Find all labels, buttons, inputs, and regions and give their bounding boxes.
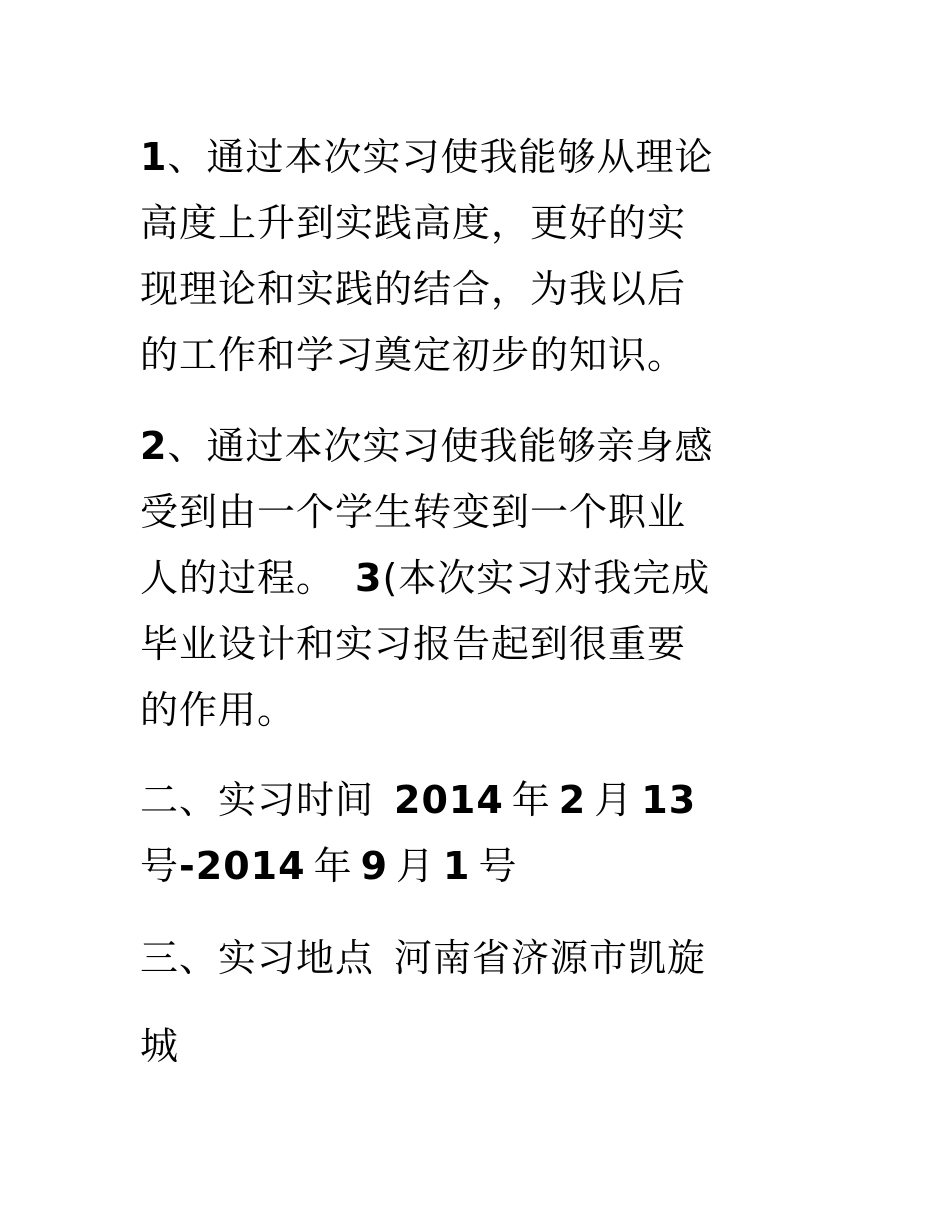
item-number: 3	[355, 556, 383, 600]
date-day: 13	[641, 778, 697, 822]
date-unit: 月	[396, 844, 436, 888]
date-unit: 年	[313, 844, 353, 888]
text-line	[140, 833, 820, 899]
paragraph-objective-1	[140, 124, 820, 388]
text-line	[140, 925, 820, 991]
date-unit: 号	[478, 844, 518, 888]
date-month: 9	[360, 844, 389, 888]
date-year: 2014	[394, 778, 504, 822]
date-unit: 年	[511, 778, 551, 822]
date-unit: 月	[594, 778, 634, 822]
text-segment: 、通过本次实习使我能够亲身感	[167, 424, 714, 468]
section-label: 三、实习地点	[140, 936, 375, 980]
text-segment: 人的过程。	[140, 556, 336, 600]
text-line	[140, 413, 820, 479]
text-line: 的工作和学习奠定初步的知识。	[140, 333, 687, 377]
date-year: 2014	[195, 844, 306, 888]
date-unit: 号	[140, 844, 180, 888]
text-line	[140, 767, 820, 833]
text-line: 现理论和实践的结合，为我以后	[140, 267, 687, 311]
date-month: 2	[558, 778, 587, 822]
text-line: 城	[140, 1024, 180, 1068]
text-line: 的作用。	[140, 688, 297, 732]
location-text: 河南省济源市凯旋	[394, 936, 707, 980]
text-line: 毕业设计和实习报告起到很重要	[140, 622, 687, 666]
text-segment: (本次实习对我完成	[382, 556, 711, 600]
text-segment: 、通过本次实习使我能够从理论	[167, 135, 714, 179]
text-line	[140, 124, 820, 190]
paragraph-objective-2	[140, 413, 820, 743]
date-day: 1	[443, 844, 471, 888]
paragraph-internship-location	[140, 925, 820, 1079]
paragraph-internship-time	[140, 767, 820, 899]
text-line: 高度上升到实践高度，更好的实	[140, 201, 687, 245]
date-dash: -	[179, 844, 196, 888]
item-number: 1	[140, 135, 168, 179]
item-number: 2	[140, 424, 168, 468]
text-line: 受到由一个学生转变到一个职业	[140, 490, 687, 534]
text-line	[140, 545, 820, 611]
section-label: 二、实习时间	[140, 778, 375, 822]
